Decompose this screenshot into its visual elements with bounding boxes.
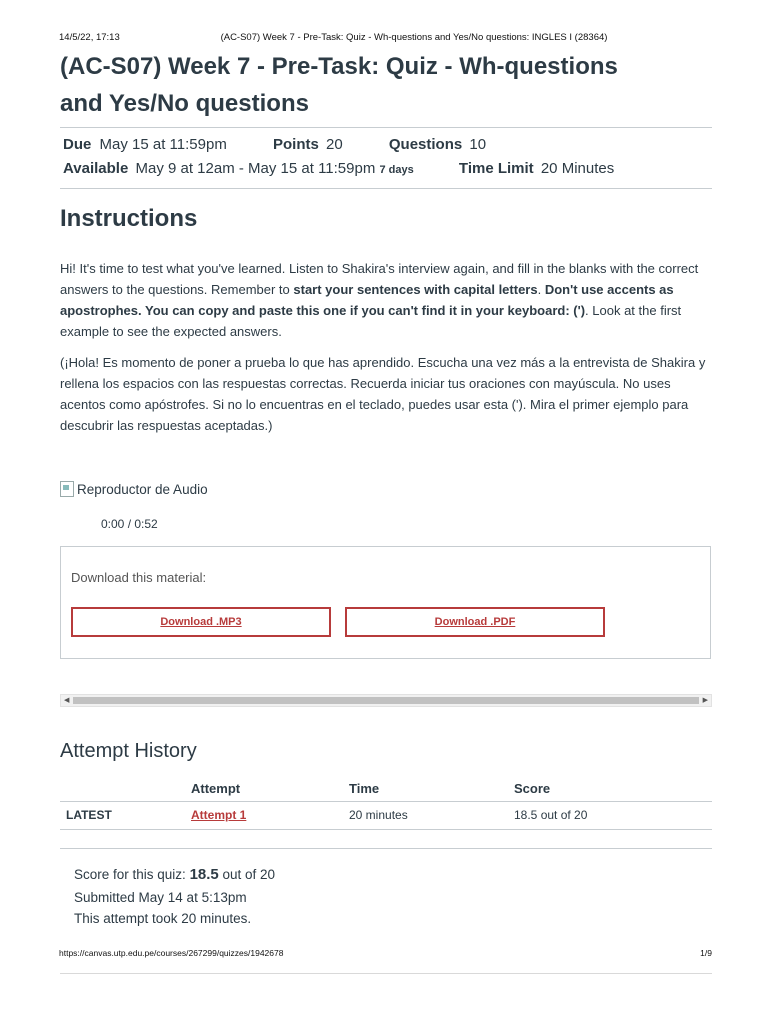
scroll-left-icon[interactable]: ◀: [64, 697, 70, 704]
attempt-time: 20 minutes: [349, 808, 408, 822]
column-header-time: Time: [349, 781, 380, 796]
points-label: Points: [272, 136, 319, 153]
apostrophe-emphasis: Don't use accents as apostrophes. You can copy and paste this one if you can't find it in your keyboard: ('): [60, 282, 674, 318]
available-label: Available: [63, 160, 129, 177]
page-title-line2: and Yes/No questions: [60, 90, 309, 117]
audio-player-image[interactable]: [60, 481, 208, 497]
audio-time: 0:00 / 0:52: [101, 517, 158, 531]
questions-value: 10: [469, 136, 487, 153]
download-mp3-button[interactable]: Download .MP3: [71, 607, 331, 637]
page-title-line1: (AC-S07) Week 7 - Pre-Task: Quiz - Wh-questions: [60, 53, 618, 80]
due-label: Due: [63, 136, 92, 153]
available-days: 7 days: [379, 164, 414, 176]
table-divider: [60, 829, 712, 830]
divider: [60, 127, 712, 128]
divider: [60, 973, 712, 974]
time-limit-value: 20 Minutes: [540, 160, 615, 177]
available-value: May 9 at 12am - May 15 at 11:59pm: [135, 160, 376, 177]
scroll-right-icon[interactable]: ▶: [702, 697, 708, 704]
quiz-meta-row2: [63, 160, 614, 177]
due-value: May 15 at 11:59pm: [99, 136, 227, 153]
page-title: [60, 48, 720, 122]
capital-letters-emphasis: start your sentences with capital letters: [293, 282, 538, 297]
download-material-box: [60, 546, 711, 659]
attempt-duration: This attempt took 20 minutes.: [74, 911, 252, 926]
page-number: 1/9: [700, 948, 712, 958]
submitted-time: Submitted May 14 at 5:13pm: [74, 890, 247, 905]
quiz-score: Score for this quiz: 18.5 out of 20: [74, 866, 276, 883]
points-value: 20: [326, 136, 343, 153]
print-url: https://canvas.utp.edu.pe/courses/267299/quizzes/1942678: [59, 948, 284, 958]
instructions-paragraph-es: (¡Hola! Es momento de poner a prueba lo que has aprendido. Escucha una vez más a la entrevista de Shakira y rellena los espacios con las respuestas correctas. Recuerda iniciar tus oraciones con mayúscula. No uses acentos como apóstrofes. Si no lo encuentras en el teclado, puedes usar esta ('). Mira el primer ejemplo para descubrir las respuestas aceptadas.): [60, 355, 706, 433]
download-pdf-button[interactable]: Download .PDF: [345, 607, 605, 637]
attempt-link[interactable]: Attempt 1: [191, 808, 247, 822]
latest-tag: LATEST: [66, 808, 112, 822]
divider: [60, 848, 712, 849]
instructions-paragraph-en: Hi! It's time to test what you've learned. Listen to Shakira's interview again, and fill in the blanks with the correct answers to the questions. Remember to start your sentences with capital letters. Don't use accents as apostrophes. You can copy and paste this one if you can't find it in your keyboard: ('). Look at the first example to see the expected answers.: [60, 261, 699, 339]
print-title: (AC-S07) Week 7 - Pre-Task: Quiz - Wh-questions and Yes/No questions: INGLES I (28364): [220, 32, 608, 43]
print-date: 14/5/22, 17:13: [59, 32, 120, 43]
quiz-meta-row1: [63, 136, 486, 153]
questions-label: Questions: [388, 136, 463, 153]
instructions-heading: Instructions: [60, 205, 198, 232]
broken-image-icon: [60, 481, 74, 497]
download-label: Download this material:: [71, 570, 207, 585]
column-header-attempt: Attempt: [191, 781, 241, 796]
time-limit-label: Time Limit: [458, 160, 534, 177]
horizontal-scrollbar[interactable]: [60, 694, 712, 707]
column-header-score: Score: [514, 781, 551, 796]
attempt-score: 18.5 out of 20: [514, 808, 588, 822]
divider: [60, 188, 712, 189]
score-value: 18.5: [189, 866, 219, 883]
table-divider: [60, 801, 712, 802]
scrollbar-thumb[interactable]: [73, 697, 699, 704]
audio-player-alt-text: Reproductor de Audio: [77, 481, 208, 497]
attempt-history-heading: Attempt History: [60, 740, 197, 762]
